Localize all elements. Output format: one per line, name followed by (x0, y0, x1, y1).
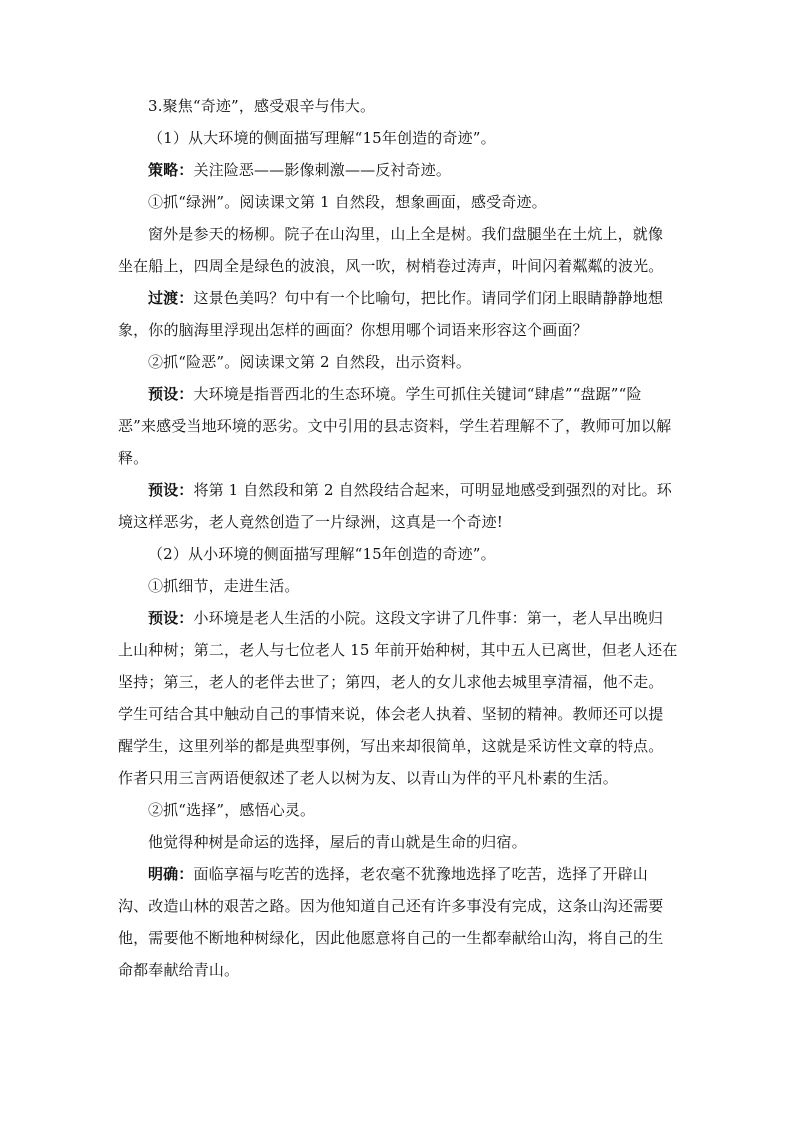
preset-text: 小环境是老人生活的小院。这段文字讲了几件事：第一，老人早出晚归上山种树；第二，老人与七位老人 15 年前开始种树，其中五人已离世，但老人还在坚持；第三，老人的老伴去世了；第四，老人的女儿求他去城里享清福，他不走。学生可结合其中触动自己的事情来说，体会老人执着、坚韧的精神。教师还可以提醒学生，这里列举的都是典型事例，写出来却很简单，这就是采访性文章的特点。作者只用三言两语便叙述了老人以树为友、以青山为伴的平凡朴素的生活。 (118, 609, 678, 787)
quote-paragraph: 窗外是参天的杨柳。院子在山沟里，山上全是树。我们盘腿坐在土炕上，就像坐在船上，四周全是绿色的波浪，风一吹，树梢卷过涛声，叶间闪着粼粼的波光。 (118, 225, 664, 275)
clarify-text: 面临享福与吃苦的选择，老农毫不犹豫地选择了吃苦，选择了开辟山沟、改造山林的艰苦之路。因为他知道自己还有许多事没有完成，这条山沟还需要他，需要他不断地种树绿化，因此他愿意将自己的一生都奉献给山沟，将自己的生命都奉献给青山。 (118, 865, 664, 979)
subsection-heading: （1）从大环境的侧面描写理解“15年创造的奇迹”。 (148, 129, 496, 147)
step-choice: ②抓“选择”，感悟心灵。 (148, 801, 316, 819)
clarify-label: 明确： (148, 865, 194, 883)
step-oasis: ①抓“绿洲”。阅读课文第 1 自然段，想象画面，感受奇迹。 (148, 193, 547, 211)
preset-label: 预设： (148, 609, 194, 627)
document-body (118, 90, 678, 986)
preset-paragraph-2 (118, 474, 678, 538)
preset-text: 大环境是指晋西北的生态环境。学生可抓住关键词“肆虐”“盘踞”“险恶”来感受当地环境的恶劣。文中引用的县志资料，学生若理解不了，教师可加以解释。 (118, 385, 672, 467)
subsection-heading: （2）从小环境的侧面描写理解“15年创造的奇迹”。 (148, 545, 496, 563)
step-details: ①抓细节，走进生活。 (148, 577, 300, 595)
transition-label: 过渡： (148, 289, 194, 307)
preset-text: 将第 1 自然段和第 2 自然段结合起来，可明显地感受到强烈的对比。环境这样恶劣，老人竟然创造了一片绿洲，这真是一个奇迹! (118, 481, 672, 531)
quote-paragraph: 他觉得种树是命运的选择，屋后的青山就是生命的归宿。 (148, 833, 527, 851)
step-danger: ②抓“险恶”。阅读课文第 2 自然段，出示资料。 (148, 353, 472, 371)
strategy-label: 策略： (148, 161, 194, 179)
section-heading: 3.聚焦“奇迹”，感受艰辛与伟大。 (148, 97, 376, 115)
strategy-paragraph (118, 154, 678, 186)
clarify-paragraph (118, 858, 678, 986)
strategy-text: 关注险恶——影像刺激——反衬奇迹。 (193, 161, 452, 179)
transition-text: 这景色美吗？句中有一个比喻句，把比作。请同学们闭上眼睛静静地想象，你的脑海里浮现出怎样的画面？你想用哪个词语来形容这个画面？ (118, 289, 664, 339)
transition-paragraph (118, 282, 678, 346)
preset-paragraph-3 (118, 602, 678, 794)
preset-label: 预设： (148, 481, 194, 499)
preset-label: 预设： (148, 385, 194, 403)
preset-paragraph-1 (118, 378, 678, 474)
